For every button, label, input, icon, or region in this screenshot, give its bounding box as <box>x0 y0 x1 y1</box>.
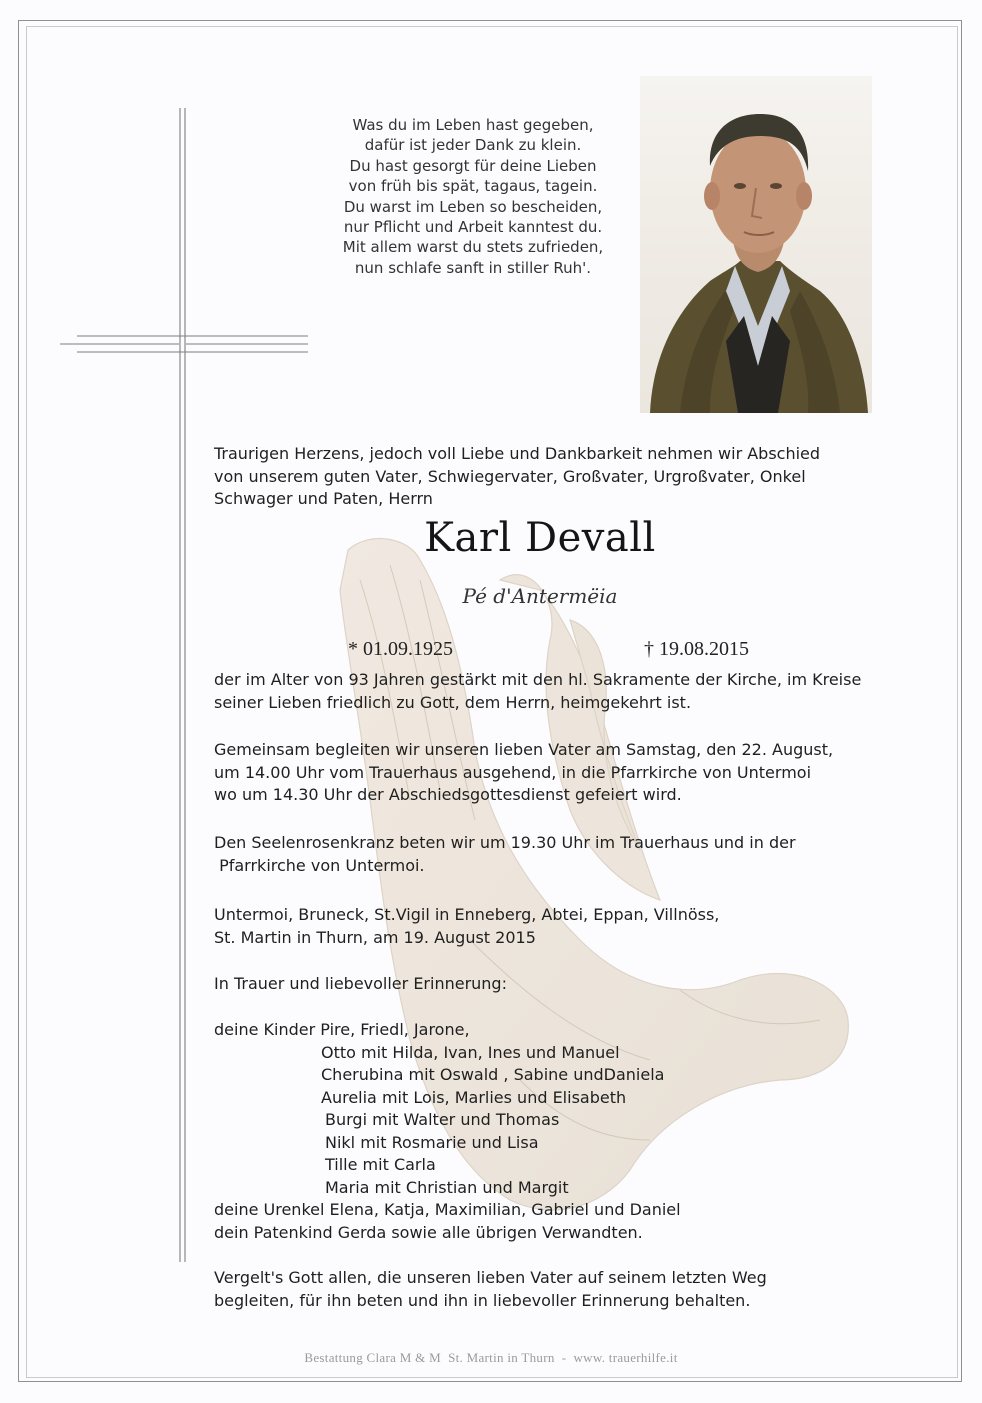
thanks-line: begleiten, für ihn beten und ihn in liebevoller Erinnerung behalten. <box>214 1290 751 1310</box>
thanks-line: Vergelt's Gott allen, die unseren lieben Vater auf seinem letzten Weg <box>214 1268 767 1287</box>
funeral-home-footer: Bestattung Clara M & M St. Martin in Thurn - www. trauerhilfe.it <box>304 1350 678 1365</box>
funeral-line: um 14.00 Uhr vom Trauerhaus ausgehend, in die Pfarrkirche von Untermoi <box>214 762 812 782</box>
poem-line: von früh bis spät, tagaus, tagein. <box>348 177 598 196</box>
mourning-intro: In Trauer und liebevoller Erinnerung: <box>214 974 507 993</box>
godchild-line: dein Patenkind Gerda sowie alle übrigen Verwandten. <box>214 1222 643 1242</box>
child-entry: Maria mit Christian und Margit <box>325 1177 569 1197</box>
poem-line: Mit allem warst du stets zufrieden, <box>342 238 604 257</box>
funeral-line: wo um 14.30 Uhr der Abschiedsgottesdienst gefeiert wird. <box>214 785 682 804</box>
poem-line: nun schlafe sanft in stiller Ruh'. <box>354 258 592 277</box>
places-line: Untermoi, Bruneck, St.Vigil in Enneberg, Abtei, Eppan, Villnöss, <box>214 905 720 924</box>
deceased-name: Karl Devall <box>424 515 656 561</box>
child-entry: Nikl mit Rosmarie und Lisa <box>325 1132 539 1152</box>
intro-line: Traurigen Herzens, jedoch voll Liebe und Dankbarkeit nehmen wir Abschied <box>214 444 821 463</box>
memorial-poem <box>318 115 628 278</box>
intro-line: von unserem guten Vater, Schwiegervater, Großvater, Urgroßvater, Onkel <box>214 466 806 486</box>
deceased-nickname: Pé d'Antermëia <box>462 584 618 608</box>
passing-text <box>214 669 862 714</box>
intro-line: Schwager und Paten, Herrn <box>214 489 433 508</box>
children-label: deine Kinder <box>214 1020 316 1039</box>
rosary-text <box>214 832 854 877</box>
poem-line: Du hast gesorgt für deine Lieben <box>349 156 597 175</box>
passing-line: seiner Lieben friedlich zu Gott, dem Herrn, heimgekehrt ist. <box>214 692 692 712</box>
rosary-line: Den Seelenrosenkranz beten wir um 19.30 Uhr im Trauerhaus und in der <box>214 833 796 852</box>
places-line: St. Martin in Thurn, am 19. August 2015 <box>214 927 536 947</box>
poem-line: Du warst im Leben so bescheiden, <box>343 197 603 216</box>
child-entry: Cherubina mit Oswald , Sabine undDaniela <box>321 1065 665 1084</box>
intro-text <box>214 443 854 511</box>
funeral-text <box>214 739 854 807</box>
children-line <box>214 1019 854 1042</box>
mourners-list <box>214 1019 854 1244</box>
places-text <box>214 904 854 949</box>
birth-date: * 01.09.1925 <box>348 638 453 660</box>
child-entry: Otto mit Hilda, Ivan, Ines und Manuel <box>321 1042 620 1062</box>
child-entry: Pire, Friedl, Jarone, <box>320 1020 470 1039</box>
rosary-line: Pfarrkirche von Untermoi. <box>214 855 425 875</box>
portrait-photo <box>640 76 872 413</box>
funeral-line: Gemeinsam begleiten wir unseren lieben Vater am Samstag, den 22. August, <box>214 740 834 759</box>
thanks-text <box>214 1267 854 1312</box>
passing-line: der im Alter von 93 Jahren gestärkt mit den hl. Sakramente der Kirche, im Kreise <box>214 670 862 689</box>
child-entry: Tille mit Carla <box>325 1155 436 1174</box>
poem-line: nur Pflicht und Arbeit kanntest du. <box>343 218 603 237</box>
poem-line: dafür ist jeder Dank zu klein. <box>364 136 582 155</box>
poem-line: Was du im Leben hast gegeben, <box>352 116 594 134</box>
death-date: † 19.08.2015 <box>644 638 749 660</box>
child-entry: Burgi mit Walter und Thomas <box>325 1110 560 1129</box>
child-entry: Aurelia mit Lois, Marlies und Elisabeth <box>321 1087 627 1107</box>
great-grandchildren-line: deine Urenkel Elena, Katja, Maximilian, Gabriel und Daniel <box>214 1200 681 1219</box>
